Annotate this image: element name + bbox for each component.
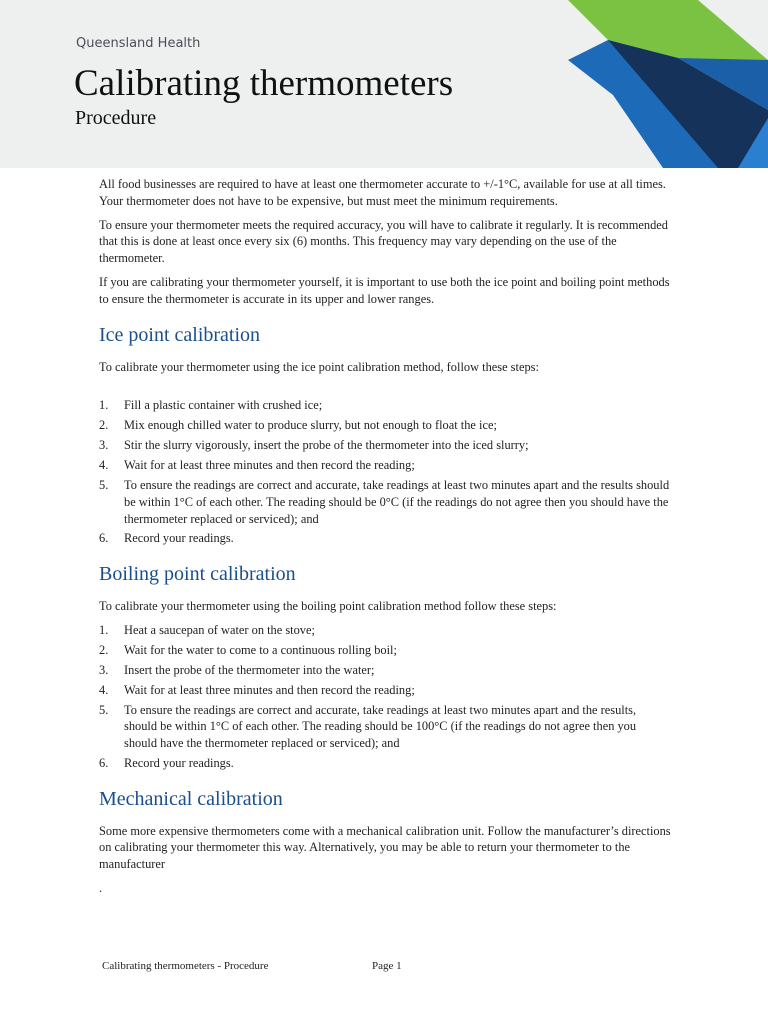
list-number: 1.	[99, 398, 109, 413]
step-text: Wait for at least three minutes and then record the reading;	[124, 458, 415, 473]
list-number: 5.	[99, 478, 109, 493]
list-item	[99, 417, 671, 434]
footer-page-number: Page 1	[372, 960, 402, 972]
list-number: 1.	[99, 622, 109, 637]
document-header	[0, 0, 768, 168]
step-text: To ensure the readings are correct and accurate, take readings at least two minutes apart and the results, should be within 1°C of each other. The reading should be 100°C (if the readings do not agree then you should have the thermometer replaced or serviced); and	[124, 702, 637, 750]
step-text: Wait for at least three minutes and then record the reading;	[124, 682, 415, 697]
list-item	[99, 662, 671, 679]
step-text: Fill a plastic container with crushed ice;	[124, 398, 323, 413]
list-item	[99, 642, 671, 659]
document-body	[99, 176, 671, 904]
page-title: Calibrating thermometers	[74, 63, 454, 104]
step-text: To ensure the readings are correct and accurate, take readings at least two minutes apart and the results should be within 1°C of each other. The reading should be 0°C (if the readings do not agree then you should have the thermometer replaced or serviced); and	[124, 478, 670, 526]
mechanical-heading: Mechanical calibration	[99, 787, 283, 810]
ice-point-steps	[99, 397, 671, 547]
list-number: 6.	[99, 755, 109, 770]
step-text: Mix enough chilled water to produce slurry, but not enough to float the ice;	[124, 418, 497, 433]
step-text: Record your readings.	[124, 755, 234, 770]
boiling-point-heading: Boiling point calibration	[99, 563, 296, 586]
organisation-name: Queensland Health	[76, 36, 201, 51]
list-item	[99, 457, 671, 474]
intro-paragraph: To ensure your thermometer meets the required accuracy, you will have to calibrate it regularly. It is recommended that this is done at least once every six (6) months. This frequency may vary depending on the use of the thermometer.	[99, 217, 668, 266]
mechanical-paragraph: Some more expensive thermometers come with a mechanical calibration unit. Follow the manufacturer’s directions on calibrating your thermometer this way. Alternatively, you may be able to return your thermometer to the manufacturer	[99, 823, 671, 872]
list-item	[99, 397, 671, 414]
list-item	[99, 755, 671, 772]
list-number: 2.	[99, 418, 109, 433]
list-item	[99, 702, 671, 752]
step-text: Heat a saucepan of water on the stove;	[124, 622, 315, 637]
footer-document-title: Calibrating thermometers - Procedure	[102, 960, 269, 972]
step-text: Stir the slurry vigorously, insert the probe of the thermometer into the iced slurry;	[124, 438, 529, 453]
boiling-point-steps	[99, 622, 671, 772]
list-number: 3.	[99, 438, 109, 453]
ice-point-heading: Ice point calibration	[99, 323, 261, 346]
trailing-dot: .	[99, 880, 103, 895]
boiling-point-lead: To calibrate your thermometer using the boiling point calibration method follow these steps:	[99, 599, 557, 614]
list-number: 4.	[99, 458, 109, 473]
intro-paragraph: If you are calibrating your thermometer yourself, it is important to use both the ice point and boiling point methods to ensure the thermometer is accurate in its upper and lower ranges.	[99, 274, 670, 306]
list-item	[99, 682, 671, 699]
list-item	[99, 477, 671, 527]
list-number: 5.	[99, 702, 109, 717]
page-subtitle: Procedure	[75, 107, 157, 129]
intro-paragraph: All food businesses are required to have at least one thermometer accurate to +/-1°C, available for use at all times. Your thermometer does not have to be expensive, but must meet the minimum requirements.	[99, 177, 666, 208]
ice-point-lead: To calibrate your thermometer using the ice point calibration method, follow these steps:	[99, 359, 539, 374]
page-footer	[102, 960, 402, 972]
step-text: Record your readings.	[124, 531, 234, 546]
step-text: Insert the probe of the thermometer into the water;	[124, 662, 375, 677]
step-text: Wait for the water to come to a continuous rolling boil;	[124, 642, 397, 657]
header-graphic	[568, 0, 768, 168]
list-number: 6.	[99, 531, 109, 546]
list-item	[99, 437, 671, 454]
list-number: 3.	[99, 662, 109, 677]
list-item	[99, 622, 671, 639]
list-number: 4.	[99, 682, 109, 697]
list-item	[99, 530, 671, 547]
list-number: 2.	[99, 642, 109, 657]
